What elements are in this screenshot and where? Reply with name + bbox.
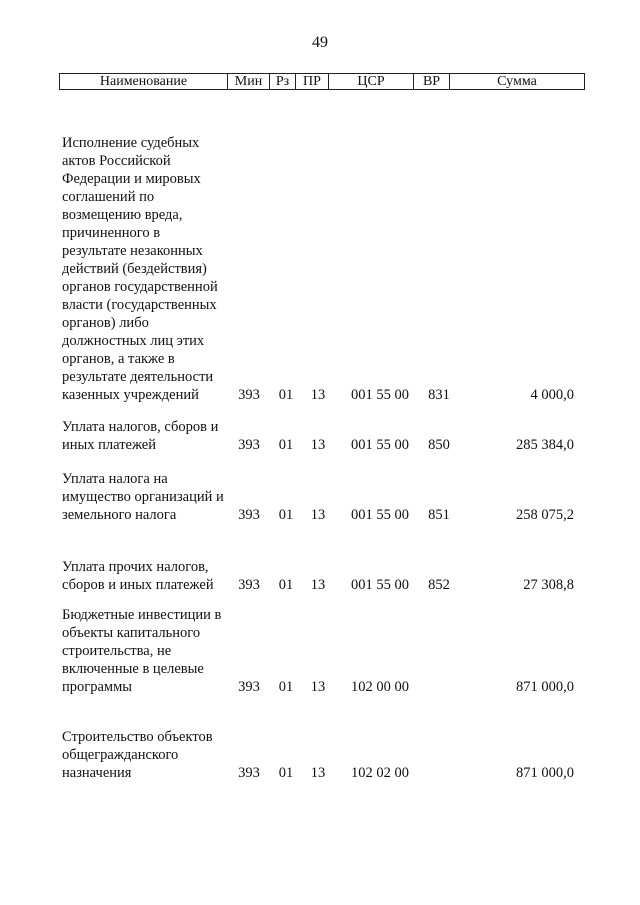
row-rz: 01	[278, 765, 294, 781]
row-vr: 831	[428, 387, 450, 403]
row-name: Уплата налога на имущество организаций и земельного налога	[62, 471, 224, 523]
header-pr: ПР	[295, 74, 328, 89]
row-rz: 01	[278, 679, 294, 695]
table-row	[62, 606, 582, 696]
row-csr: 001 55 00	[351, 507, 409, 523]
row-sum: 871 000,0	[516, 679, 574, 695]
row-name: Уплата прочих налогов, сборов и иных платежей	[62, 559, 214, 593]
row-csr: 102 02 00	[351, 765, 409, 781]
row-vr: 850	[428, 437, 450, 453]
table-row	[62, 108, 582, 404]
row-min: 393	[238, 679, 260, 695]
table-row	[62, 414, 582, 454]
row-min: 393	[238, 437, 260, 453]
table-row	[62, 538, 582, 594]
row-csr: 102 00 00	[351, 679, 409, 695]
row-pr: 13	[310, 437, 326, 453]
row-min: 393	[238, 765, 260, 781]
row-pr: 13	[310, 679, 326, 695]
row-pr: 13	[310, 765, 326, 781]
row-pr: 13	[310, 387, 326, 403]
header-sum: Сумма	[449, 74, 584, 89]
table-row	[62, 468, 582, 524]
row-sum: 871 000,0	[516, 765, 574, 781]
table-row	[62, 710, 582, 782]
row-name: Строительство объектов общегражданского назначения	[62, 729, 213, 781]
row-vr: 851	[428, 507, 450, 523]
row-csr: 001 55 00	[351, 437, 409, 453]
row-rz: 01	[278, 577, 294, 593]
row-pr: 13	[310, 507, 326, 523]
header-csr: ЦСР	[328, 74, 413, 89]
row-min: 393	[238, 577, 260, 593]
row-rz: 01	[278, 437, 294, 453]
row-name: Бюджетные инвестиции в объекты капитального строительства, не включенные в целевые программы	[62, 607, 222, 695]
row-name: Исполнение судебных актов Российской Федерации и мировых соглашений по возмещению вреда, причиненного в результате незаконных действий (бездействия) органов государственной власти (государственных органов) либо должностных лиц этих органов, а также в результате деятельности казенных учреждений	[62, 135, 218, 403]
row-vr: 852	[428, 577, 450, 593]
row-csr: 001 55 00	[351, 577, 409, 593]
header-rz: Рз	[269, 74, 295, 89]
page-number: 49	[312, 34, 328, 51]
row-min: 393	[238, 507, 260, 523]
row-sum: 4 000,0	[530, 387, 574, 403]
row-sum: 27 308,8	[523, 577, 574, 593]
header-name: Наименование	[99, 74, 188, 89]
row-csr: 001 55 00	[351, 387, 409, 403]
row-sum: 285 384,0	[516, 437, 574, 453]
row-name: Уплата налогов, сборов и иных платежей	[62, 419, 219, 453]
row-sum: 258 075,2	[516, 507, 574, 523]
row-rz: 01	[278, 387, 294, 403]
row-pr: 13	[310, 577, 326, 593]
row-min: 393	[238, 387, 260, 403]
row-rz: 01	[278, 507, 294, 523]
header-vr: ВР	[413, 74, 449, 89]
header-min: Мин	[227, 74, 269, 89]
table-header	[59, 73, 585, 90]
